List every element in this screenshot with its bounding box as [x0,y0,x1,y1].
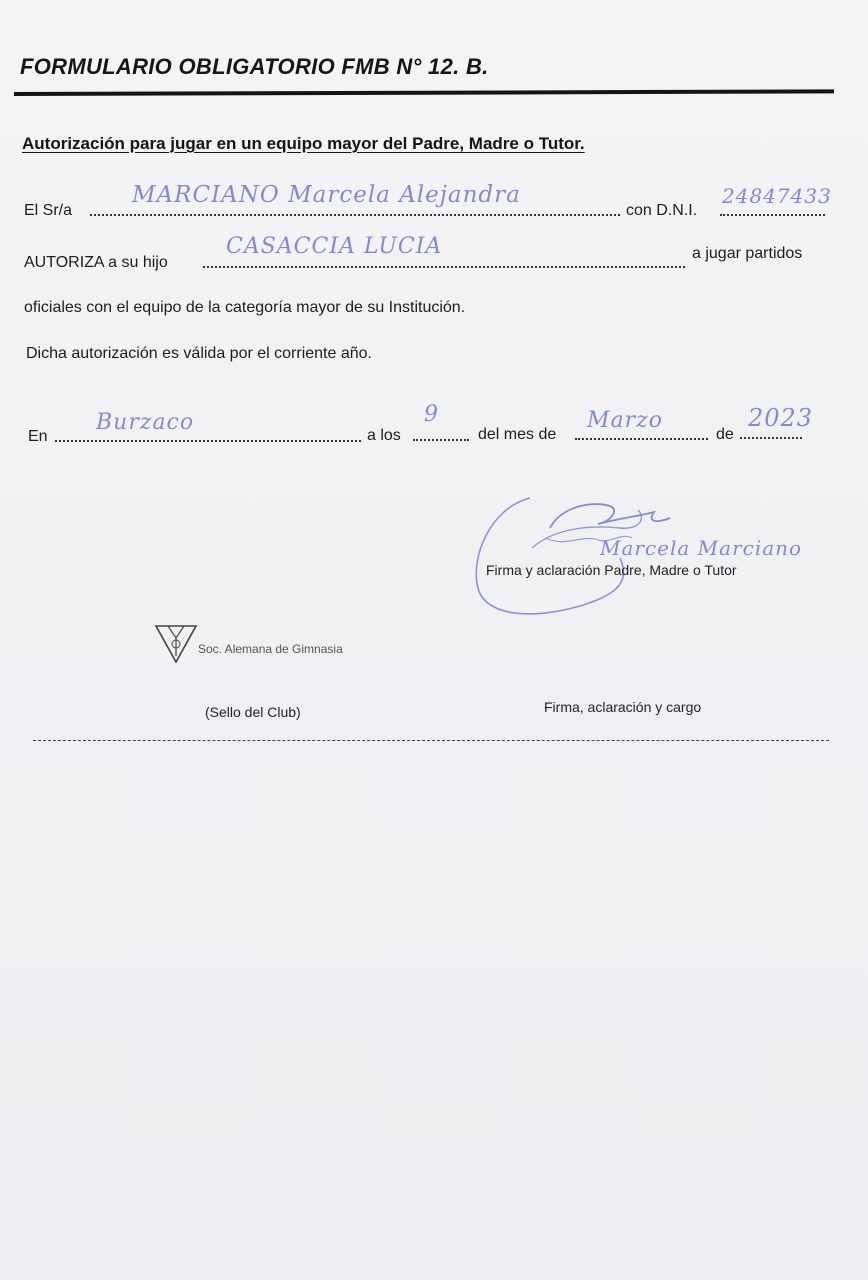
anio-handwritten-value: 2023 [748,404,814,432]
dia-dotted-line [413,439,469,441]
sra-dotted-line [90,214,620,216]
en-label: En [28,428,48,445]
jugar-label: a jugar partidos [692,245,803,262]
en-dotted-line [55,440,361,442]
oficiales-text: oficiales con el equipo de la categoría mayor de su Institución. [24,299,466,316]
cut-dashed-line [33,740,829,741]
club-logo-icon [154,624,198,664]
club-stamp-name: Soc. Alemana de Gimnasia [198,642,343,656]
alos-label: a los [367,427,401,444]
de-label: de [716,426,734,443]
mes-handwritten-value: Marzo [587,408,663,433]
parent-signature-name: Marcela Marciano [600,536,803,560]
mes-dotted-line [575,438,708,440]
anio-dotted-line [740,437,802,439]
mes-label: del mes de [478,426,557,443]
sello-label: (Sello del Club) [205,704,301,720]
dni-handwritten-value: 24847433 [722,184,832,208]
form-title: FORMULARIO OBLIGATORIO FMB N° 12. B. [20,54,489,79]
hijo-dotted-line [203,266,685,268]
sra-handwritten-value: MARCIANO Marcela Alejandra [132,182,521,208]
autoriza-label: AUTORIZA a su hijo [24,254,168,271]
parent-signature-label: Firma y aclaración Padre, Madre o Tutor [486,562,737,578]
sra-label: El Sr/a [24,202,73,219]
title-divider [14,89,834,96]
dni-dotted-line [720,214,825,216]
dni-label: con D.N.I. [626,202,698,219]
form-subtitle: Autorización para jugar en un equipo mayor del Padre, Madre o Tutor. [22,134,585,153]
dia-handwritten-value: 9 [424,402,439,427]
validez-text: Dicha autorización es válida por el corriente año. [26,345,372,362]
en-handwritten-value: Burzaco [96,410,195,435]
hijo-handwritten-value: CASACCIA LUCIA [226,234,443,259]
club-firma-label: Firma, aclaración y cargo [544,699,702,715]
